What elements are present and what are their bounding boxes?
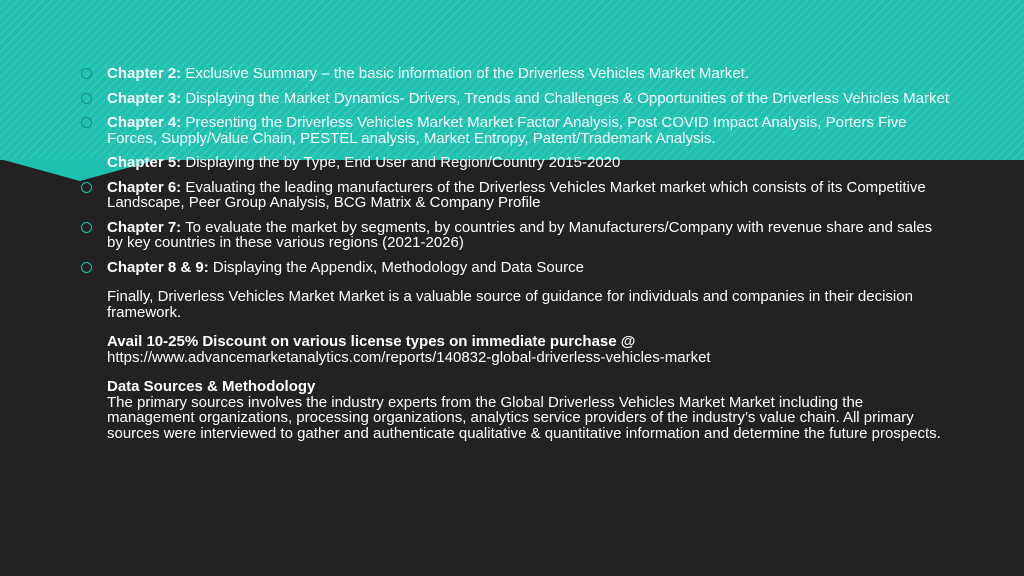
- circle-bullet-icon: [81, 182, 92, 193]
- chapter-item-5: [80, 155, 950, 171]
- chapter-text: Evaluating the leading manufacturers of the Driverless Vehicles Market market which consists of its Competitive Landscape, Peer Group Analysis, BCG Matrix & Company Profile: [107, 178, 926, 211]
- circle-bullet-icon: [81, 117, 92, 128]
- chapter-text: Displaying the Appendix, Methodology and Data Source: [212, 258, 584, 276]
- discount-url[interactable]: https://www.advancemarketanalytics.com/reports/140832-global-driverless-vehicles-market: [107, 348, 711, 366]
- chapter-text: Presenting the Driverless Vehicles Market Market Factor Analysis, Post COVID Impact Analysis, Porters Five Forces, Supply/Value Chain, PESTEL analysis, Market Entropy, Patent/Trademark Analysis.: [107, 114, 907, 147]
- chapter-item-6: [80, 180, 950, 211]
- circle-bullet-icon: [81, 222, 92, 233]
- chapter-label: Chapter 3:: [107, 89, 182, 107]
- chapter-label: Chapter 5:: [107, 154, 182, 171]
- chapter-text: Exclusive Summary – the basic information of the Driverless Vehicles Market Market.: [185, 65, 749, 82]
- chapter-label: Chapter 4:: [107, 114, 182, 131]
- circle-bullet-icon: [81, 93, 92, 104]
- chapter-label: Chapter 8 & 9:: [107, 258, 209, 276]
- circle-bullet-icon: [81, 262, 92, 273]
- chapter-item-7: [80, 220, 950, 251]
- chapter-text: Displaying the by Type, End User and Region/Country 2015-2020: [185, 154, 621, 171]
- chapter-label: Chapter 2:: [107, 65, 182, 82]
- circle-bullet-icon: [81, 68, 92, 79]
- data-sources-block: [80, 379, 950, 441]
- chapter-item-2: [80, 66, 950, 82]
- data-sources-text: The primary sources involves the industry experts from the Global Driverless Vehicles Market Market including the management organizations, processing organizations, analytics service providers of the industry’s value chain. All primary sources were interviewed to gather and authenticate qualitative & quantitative information and determine the future prospects.: [107, 393, 941, 442]
- slide-content: [80, 66, 950, 441]
- chapter-item-4: [80, 115, 950, 146]
- discount-block: [80, 334, 950, 365]
- chapter-text: Displaying the Market Dynamics- Drivers, Trends and Challenges & Opportunities of the Driverless Vehicles Market: [185, 89, 950, 107]
- chapter-label: Chapter 6:: [107, 178, 182, 196]
- circle-bullet-icon: [81, 157, 92, 168]
- data-sources-heading: Data Sources & Methodology: [107, 378, 316, 395]
- chapter-item-8-9: [80, 260, 950, 276]
- chapter-item-3: [80, 91, 950, 107]
- chapter-text: To evaluate the market by segments, by countries and by Manufacturers/Company with revenue share and sales by key countries in these various regions (2021-2026): [107, 218, 933, 251]
- discount-heading: Avail 10-25% Discount on various license types on immediate purchase @: [107, 333, 636, 350]
- finally-paragraph: Finally, Driverless Vehicles Market Market is a valuable source of guidance for individuals and companies in their decision framework.: [107, 288, 913, 321]
- chapter-list: [80, 66, 950, 275]
- chapter-label: Chapter 7:: [107, 218, 182, 236]
